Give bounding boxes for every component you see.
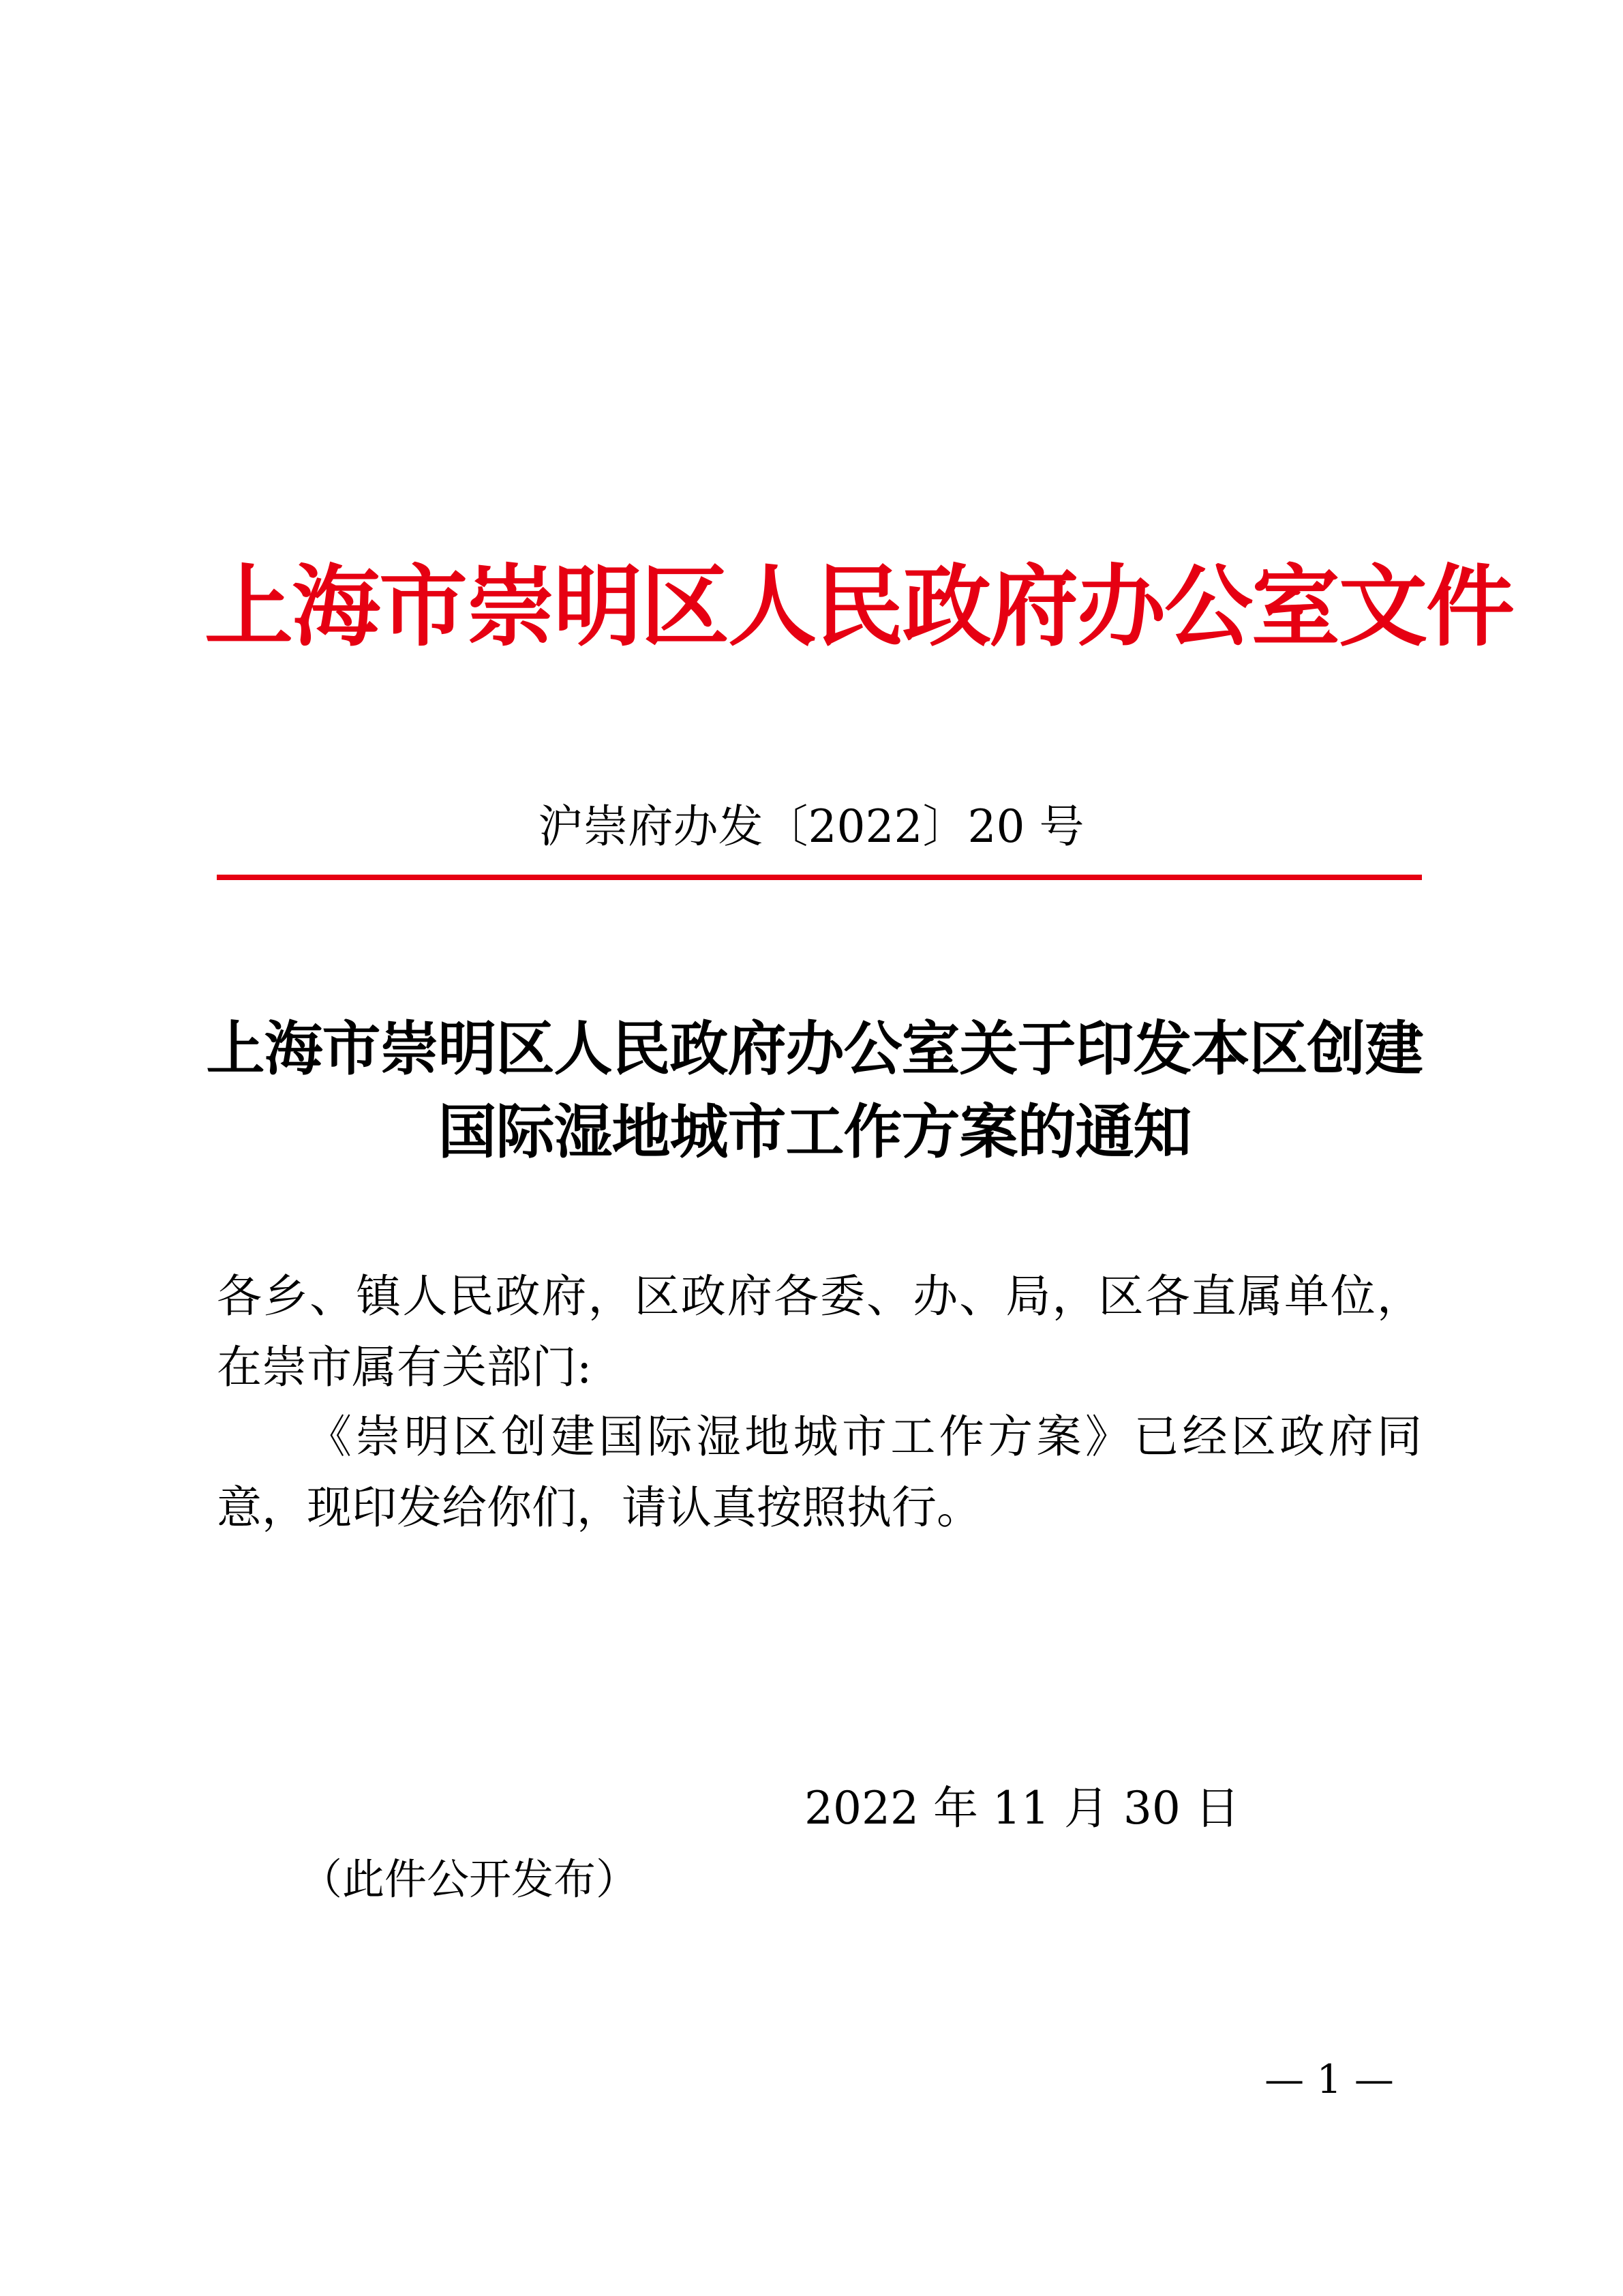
issue-date: 2022 年 11 月 30 日 — [804, 1782, 1240, 1834]
title-line-1: 上海市崇明区人民政府办公室关于印发本区创建 — [206, 1014, 1423, 1083]
document-number: 沪崇府办发〔2022〕20 号 — [538, 800, 1084, 853]
issuer-header: 上海市崇明区人民政府办公室文件 — [204, 554, 1514, 659]
document-title — [204, 1008, 1425, 1174]
title-line-2: 国际湿地城市工作方案的通知 — [438, 1098, 1192, 1166]
red-divider — [217, 875, 1422, 880]
publish-note: （此件公开发布） — [300, 1854, 639, 1904]
body-paragraph: 《崇明区创建国际湿地城市工作方案》已经区政府同意，现印发给你们，请认真按照执行。 — [217, 1410, 1422, 1534]
page-number: — 1 — — [1264, 2056, 1394, 2102]
addressee-text: 各乡、镇人民政府，区政府各委、办、局，区各直属单位，在崇市属有关部门: — [217, 1270, 1422, 1393]
